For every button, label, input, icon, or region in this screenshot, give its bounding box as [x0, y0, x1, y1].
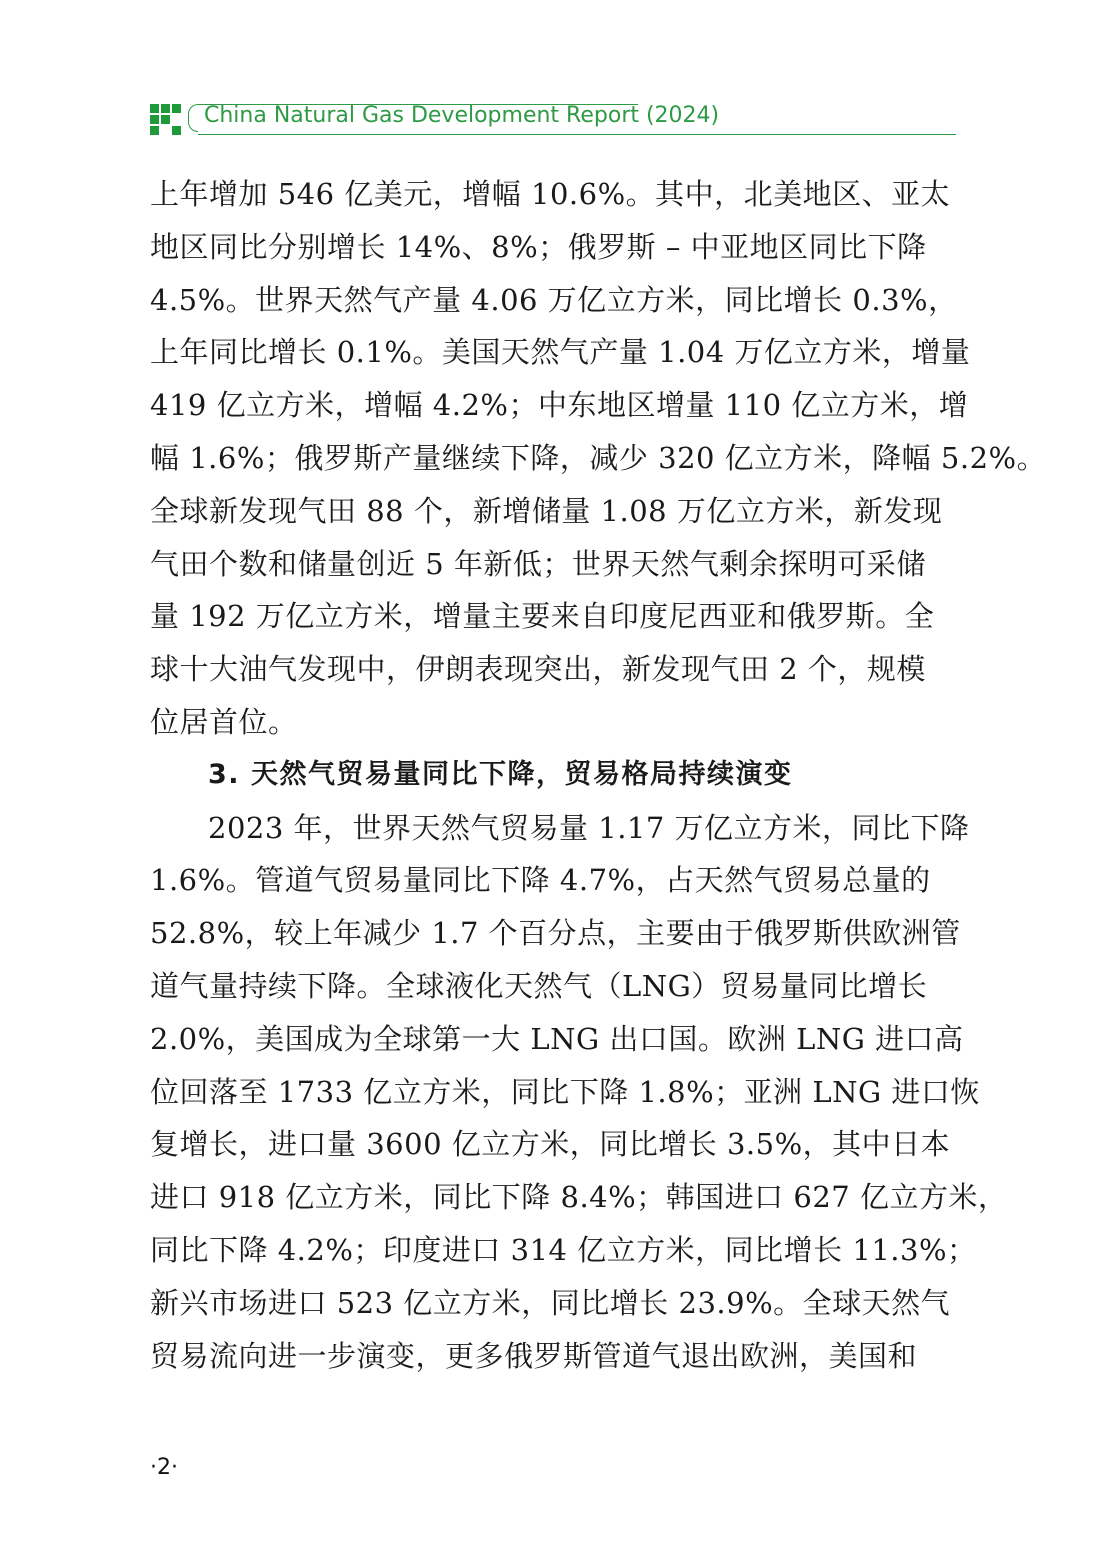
text-line: 同比下降 4.2%；印度进口 314 亿立方米，同比增长 11.3%；	[150, 1232, 977, 1267]
header-title: China Natural Gas Development Report (2024)	[204, 103, 720, 128]
text-line: 幅 1.6%；俄罗斯产量继续下降，减少 320 亿立方米，降幅 5.2%。	[150, 440, 1047, 475]
text-line: 贸易流向进一步演变，更多俄罗斯管道气退出欧洲，美国和	[150, 1338, 918, 1373]
text-line: 道气量持续下降。全球液化天然气（LNG）贸易量同比增长	[150, 968, 928, 1003]
text-line: 2.0%，美国成为全球第一大 LNG 出口国。欧洲 LNG 进口高	[150, 1021, 964, 1056]
header-bracket	[188, 104, 198, 132]
text-line: 4.5%。世界天然气产量 4.06 万亿立方米，同比增长 0.3%，	[150, 282, 958, 317]
text-line: 上年同比增长 0.1%。美国天然气产量 1.04 万亿立方米，增量	[150, 335, 971, 370]
text-line: 全球新发现气田 88 个，新增储量 1.08 万亿立方米，新发现	[150, 493, 943, 528]
text-line: 1.6%。管道气贸易量同比下降 4.7%，占天然气贸易总量的	[150, 863, 931, 898]
text-line: 上年增加 546 亿美元，增幅 10.6%。其中，北美地区、亚太	[150, 177, 951, 211]
text-line: 2023 年，世界天然气贸易量 1.17 万亿立方米，同比下降	[208, 810, 970, 845]
running-header	[150, 100, 956, 136]
text-line: 419 亿立方米，增幅 4.2%；中东地区增量 110 亿立方米，增	[150, 388, 969, 423]
text-line: 位居首位。	[150, 704, 298, 739]
section-heading: 3. 天然气贸易量同比下降，贸易格局持续演变	[208, 758, 793, 790]
text-line: 气田个数和储量创近 5 年新低；世界天然气剩余探明可采储	[150, 546, 926, 581]
report-logo-icon	[150, 104, 182, 136]
body-text	[150, 168, 1047, 1382]
text-line: 复增长，进口量 3600 亿立方米，同比增长 3.5%，其中日本	[150, 1127, 951, 1162]
text-line: 进口 918 亿立方米，同比下降 8.4%；韩国进口 627 亿立方米，	[150, 1180, 1008, 1215]
text-line: 地区同比分别增长 14%、8%；俄罗斯 – 中亚地区同比下降	[150, 229, 927, 264]
text-line: 52.8%，较上年减少 1.7 个百分点，主要由于俄罗斯供欧洲管	[150, 916, 961, 951]
page-number: ·2·	[150, 1455, 178, 1480]
text-line: 量 192 万亿立方米，增量主要来自印度尼西亚和俄罗斯。全	[150, 599, 935, 634]
text-line: 位回落至 1733 亿立方米，同比下降 1.8%；亚洲 LNG 进口恢	[150, 1074, 980, 1109]
text-line: 新兴市场进口 523 亿立方米，同比增长 23.9%。全球天然气	[150, 1285, 951, 1320]
header-rule	[198, 134, 956, 135]
text-line: 球十大油气发现中，伊朗表现突出，新发现气田 2 个，规模	[150, 652, 926, 687]
